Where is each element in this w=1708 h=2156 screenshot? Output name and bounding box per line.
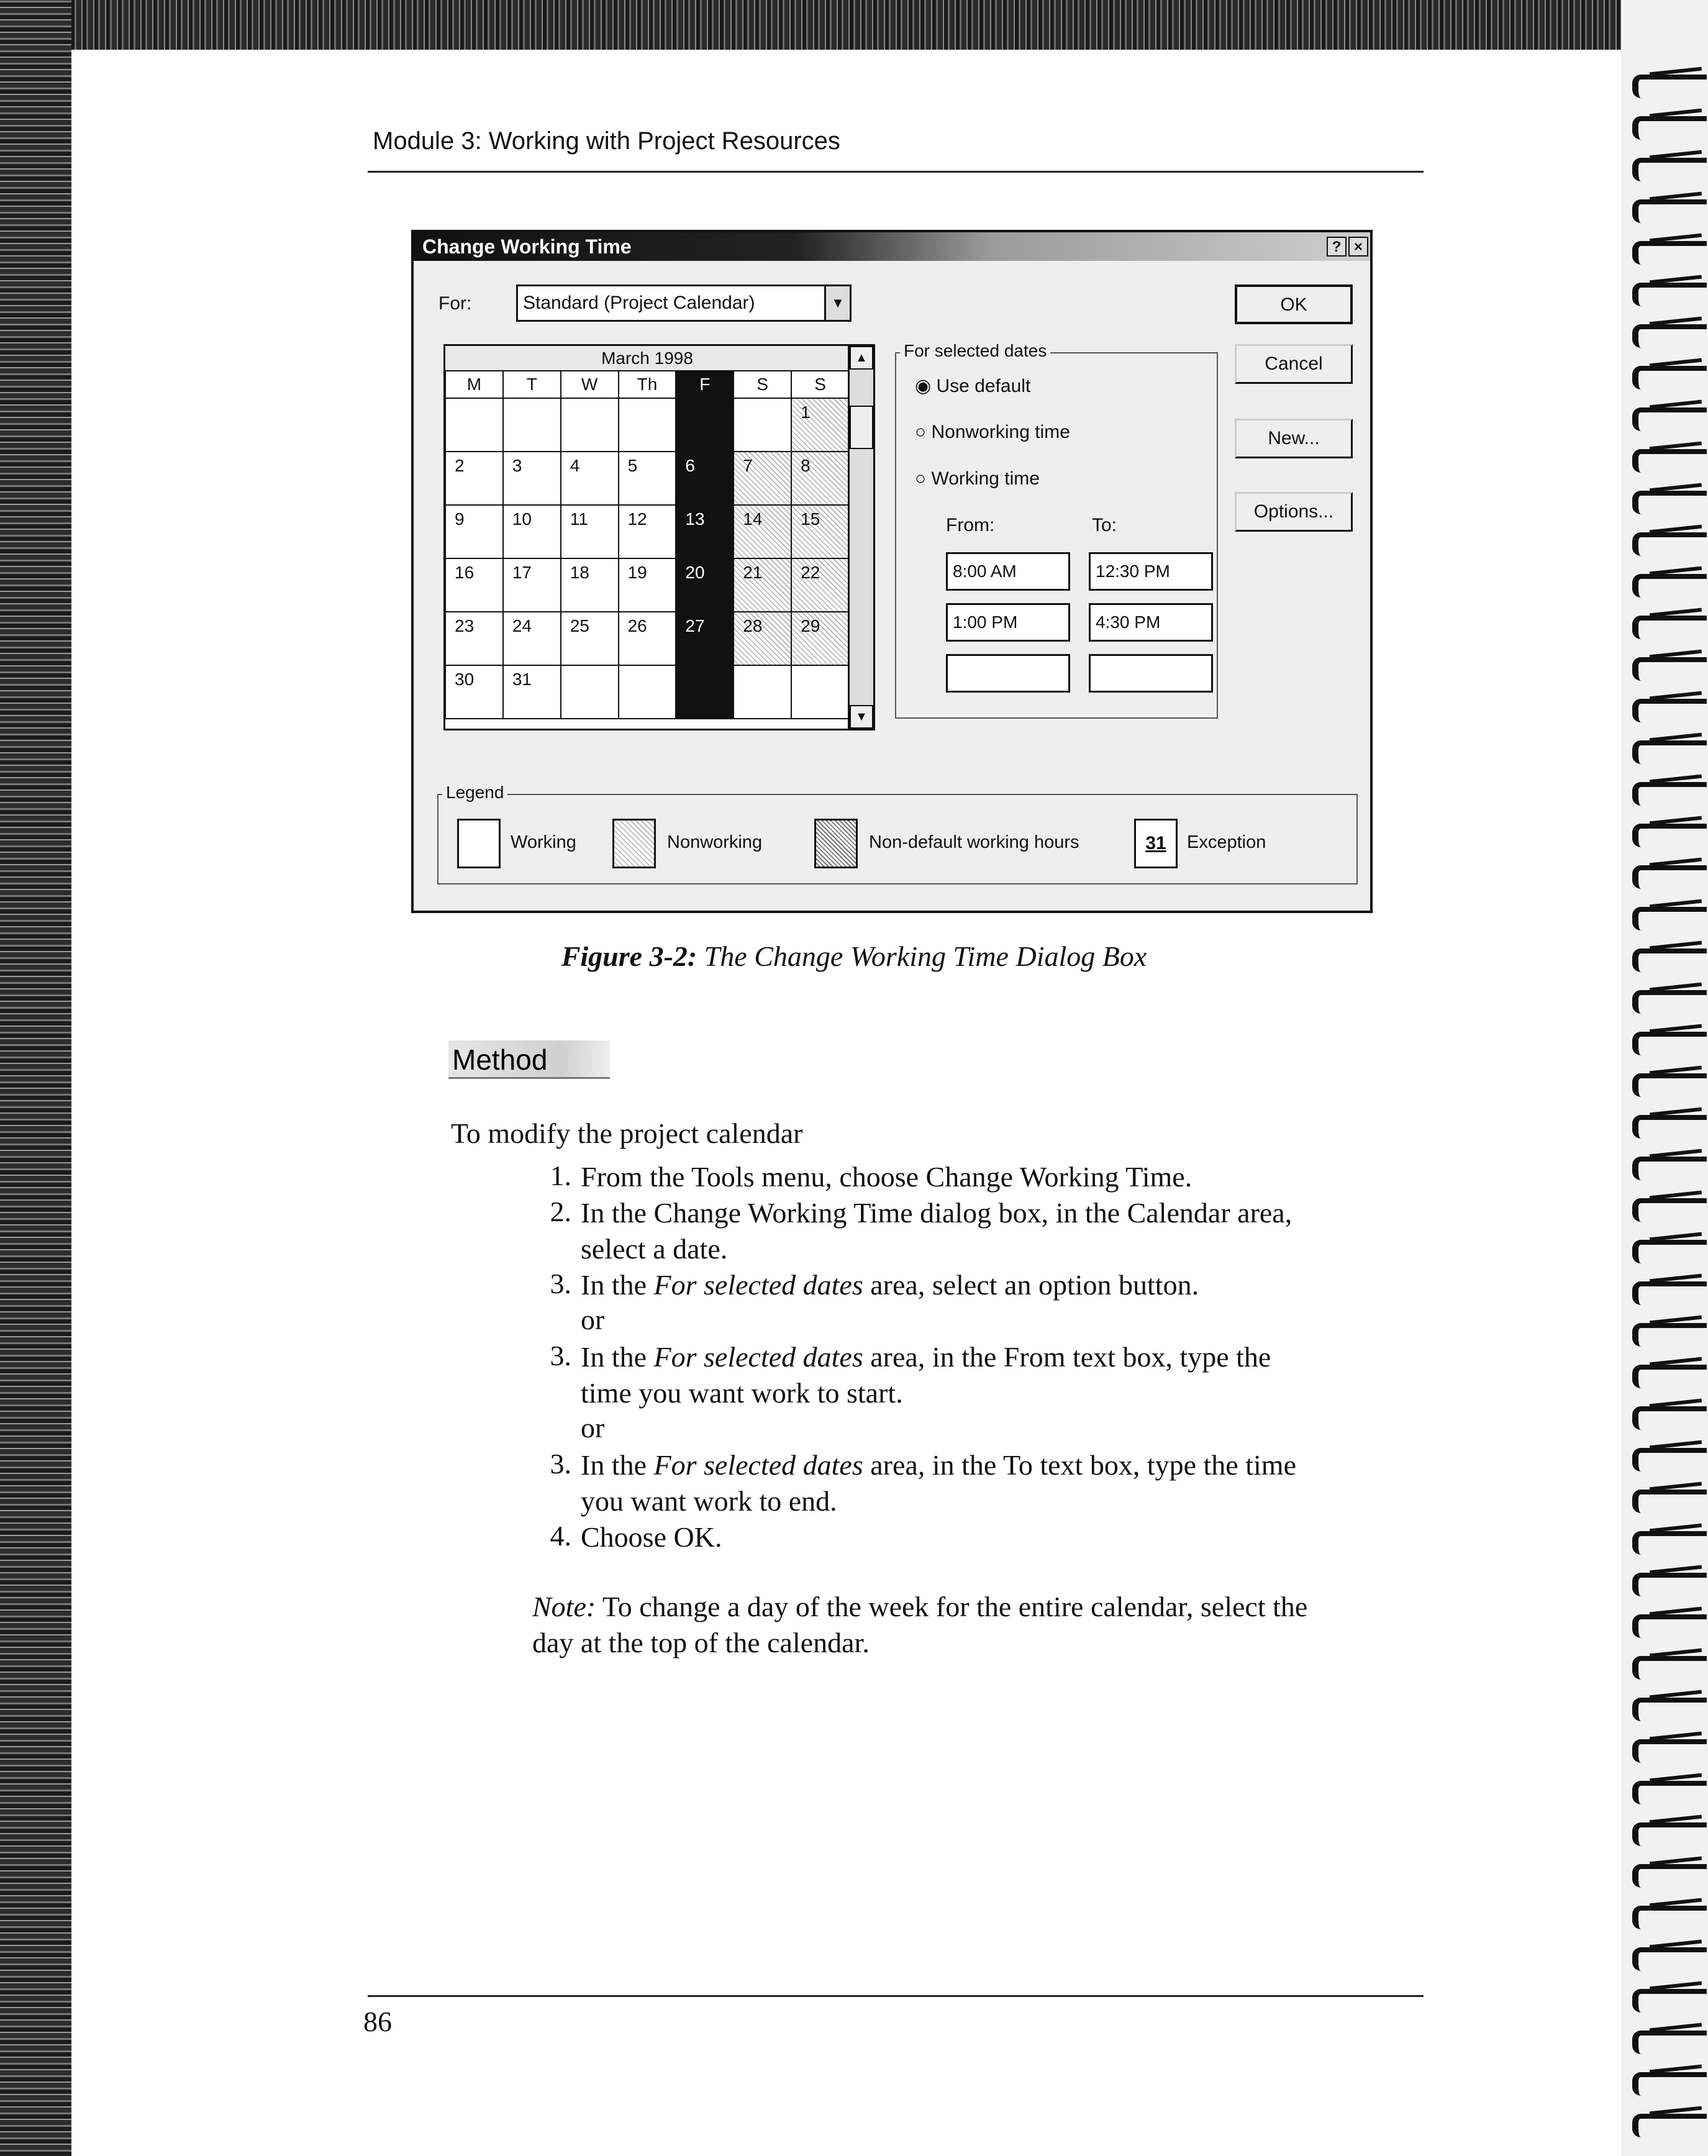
spiral-ring <box>1632 1614 1707 1638</box>
selected-dates-group <box>895 341 1218 719</box>
calendar-day[interactable]: 14 <box>733 504 792 559</box>
to-label: To: <box>1092 515 1117 535</box>
spiral-ring <box>1632 1864 1707 1888</box>
calendar-day[interactable] <box>791 665 850 719</box>
calendar-day[interactable]: 5 <box>618 451 677 506</box>
calendar-day[interactable]: 20 <box>675 558 734 612</box>
step-number: 2. <box>550 1196 571 1227</box>
calendar-day[interactable] <box>733 398 792 452</box>
step-text-em: For selected dates <box>653 1269 863 1301</box>
step-number: 3. <box>550 1268 571 1299</box>
spiral-ring <box>1632 657 1707 681</box>
calendar-select[interactable] <box>516 284 852 322</box>
spiral-ring <box>1632 1448 1707 1471</box>
use-default-label: Use default <box>936 376 1031 396</box>
step-number: 3. <box>550 1448 571 1480</box>
dialog-title: Change Working Time <box>422 235 632 258</box>
help-icon[interactable]: ? <box>1327 237 1347 257</box>
page-header: Module 3: Working with Project Resources <box>373 127 840 155</box>
spiral-ring <box>1632 699 1707 722</box>
spiral-ring <box>1632 366 1707 389</box>
legend-working-label: Working <box>511 832 576 852</box>
step-text-pre: In the <box>581 1341 654 1373</box>
step-text-post: area, in the From text box, type the time you want work to start. <box>581 1341 1271 1409</box>
spiral-ring <box>1632 1323 1707 1347</box>
legend-exception-swatch: 31 <box>1134 819 1178 868</box>
from-field-1[interactable]: 8:00 AM <box>946 552 1070 591</box>
legend-working-swatch <box>457 819 501 868</box>
options-button[interactable]: Options... <box>1235 492 1353 532</box>
legend-label: Legend <box>442 783 507 803</box>
step-text <box>581 1267 1363 1303</box>
close-icon[interactable]: × <box>1348 237 1368 257</box>
page-number: 86 <box>363 2006 392 2037</box>
scroll-thumb[interactable] <box>850 406 873 449</box>
calendar-day[interactable]: 6 <box>675 451 734 506</box>
step-text <box>581 1339 1295 1411</box>
calendar-day[interactable]: 27 <box>675 611 734 666</box>
spiral-ring <box>1632 1032 1707 1055</box>
spiral-ring <box>1632 574 1707 598</box>
spiral-ring <box>1632 616 1707 639</box>
calendar-day[interactable]: 16 <box>445 558 504 612</box>
calendar-day[interactable]: 17 <box>502 558 561 612</box>
spiral-ring <box>1632 158 1707 181</box>
spiral-ring <box>1632 2031 1707 2054</box>
for-label: For: <box>438 293 472 314</box>
new-button[interactable]: New... <box>1235 419 1353 458</box>
calendar-day[interactable]: 3 <box>502 451 561 506</box>
spiral-ring <box>1632 1822 1707 1846</box>
spiral-ring <box>1632 1739 1707 1763</box>
step-text-post: area, select an option button. <box>863 1269 1199 1301</box>
spiral-ring <box>1632 1656 1707 1680</box>
note-text <box>532 1589 1340 1661</box>
legend-nondefault-swatch <box>814 819 858 868</box>
legend-exception-label: Exception <box>1187 832 1266 852</box>
scan-edge-top <box>0 0 1708 50</box>
spiral-ring <box>1632 116 1707 140</box>
step-text-em: For selected dates <box>653 1341 863 1373</box>
legend-nonworking-label: Nonworking <box>667 832 763 852</box>
calendar-scrollbar[interactable] <box>848 346 873 729</box>
calendar-day-header[interactable]: T <box>502 370 561 399</box>
spiral-ring <box>1632 1198 1707 1222</box>
spiral-ring <box>1632 449 1707 473</box>
calendar-day[interactable] <box>502 398 561 452</box>
scan-edge-left <box>0 0 71 2156</box>
spiral-ring <box>1632 1157 1707 1180</box>
working-radio[interactable]: ○ Working time <box>915 468 1040 489</box>
spiral-ring <box>1632 1240 1707 1263</box>
spiral-ring <box>1632 2072 1707 2096</box>
calendar-day-header[interactable]: S <box>733 370 792 399</box>
chevron-down-icon[interactable]: ▼ <box>824 284 852 322</box>
to-field-1[interactable]: 12:30 PM <box>1089 552 1213 591</box>
scroll-up-icon[interactable]: ▲ <box>850 346 873 370</box>
footer-rule <box>368 1995 1424 1997</box>
calendar <box>443 344 875 730</box>
legend-group <box>437 783 1358 885</box>
spiral-ring <box>1632 1698 1707 1721</box>
calendar-day[interactable]: 29 <box>791 611 850 666</box>
spiral-ring <box>1632 1906 1707 1929</box>
figure-caption <box>0 940 1708 973</box>
calendar-day-header[interactable]: W <box>560 370 619 399</box>
spiral-ring <box>1632 740 1707 764</box>
spiral-ring <box>1632 532 1707 556</box>
method-heading: Method <box>448 1040 610 1079</box>
calendar-day[interactable]: 19 <box>618 558 677 612</box>
spiral-ring <box>1632 1406 1707 1430</box>
from-field-3[interactable] <box>946 654 1070 693</box>
legend-nondefault-label: Non-default working hours <box>869 832 1079 852</box>
change-working-time-dialog <box>411 230 1373 913</box>
nonworking-label: Nonworking time <box>931 422 1070 442</box>
calendar-day-header[interactable]: Th <box>618 370 677 399</box>
dialog-titlebar <box>414 232 1370 261</box>
spiral-ring <box>1632 1115 1707 1139</box>
spiral-ring <box>1632 75 1707 98</box>
calendar-day[interactable]: 13 <box>675 504 734 559</box>
step-text: From the Tools menu, choose Change Working Time. <box>581 1161 1192 1193</box>
calendar-day[interactable] <box>618 398 677 452</box>
calendar-month: March 1998 <box>445 346 849 371</box>
calendar-day[interactable] <box>618 665 677 719</box>
ok-button[interactable]: OK <box>1235 284 1353 324</box>
step-number: 3. <box>550 1340 571 1371</box>
calendar-day[interactable]: 10 <box>502 504 561 559</box>
calendar-day[interactable]: 15 <box>791 504 850 559</box>
spiral-ring <box>1632 241 1707 265</box>
calendar-day-header[interactable]: M <box>445 370 504 399</box>
spiral-ring <box>1632 990 1707 1014</box>
header-rule <box>368 171 1424 173</box>
legend-nonworking-swatch <box>612 819 656 868</box>
calendar-day[interactable] <box>560 665 619 719</box>
spiral-ring <box>1632 199 1707 223</box>
calendar-day[interactable]: 4 <box>560 451 619 506</box>
calendar-day[interactable]: 8 <box>791 451 850 506</box>
step-text <box>581 1447 1314 1519</box>
step-text: In the Change Working Time dialog box, in the Calendar area, select a date. <box>581 1197 1292 1265</box>
calendar-day[interactable] <box>733 665 792 719</box>
spiral-binding <box>1621 50 1708 2156</box>
spiral-ring <box>1632 1573 1707 1596</box>
calendar-day[interactable]: 7 <box>733 451 792 506</box>
spiral-ring <box>1632 1781 1707 1804</box>
calendar-grid <box>445 371 849 719</box>
calendar-day-header[interactable]: S <box>791 370 850 399</box>
calendar-day[interactable] <box>560 398 619 452</box>
spiral-ring <box>1632 1365 1707 1388</box>
step-number: 4. <box>550 1520 571 1552</box>
intro-text: To modify the project calendar <box>451 1117 803 1149</box>
spiral-ring <box>1632 491 1707 514</box>
spiral-ring <box>1632 1490 1707 1513</box>
to-field-3[interactable] <box>1089 654 1213 693</box>
calendar-day[interactable]: 1 <box>791 398 850 452</box>
spiral-ring <box>1632 782 1707 806</box>
step-text-em: For selected dates <box>653 1449 863 1481</box>
or-text: or <box>581 1412 605 1444</box>
nonworking-radio[interactable]: ○ Nonworking time <box>915 422 1070 442</box>
note-body: To change a day of the week for the entire calendar, select the day at the top of the calendar. <box>532 1591 1308 1658</box>
from-field-2[interactable]: 1:00 PM <box>946 603 1070 642</box>
cancel-button[interactable]: Cancel <box>1235 344 1353 384</box>
spiral-ring <box>1632 283 1707 306</box>
calendar-day[interactable]: 25 <box>560 611 619 666</box>
spiral-ring <box>1632 824 1707 847</box>
spiral-ring <box>1632 407 1707 431</box>
calendar-day[interactable] <box>675 398 734 452</box>
calendar-day-header[interactable]: F <box>675 370 734 399</box>
calendar-day[interactable]: 28 <box>733 611 792 666</box>
or-text: or <box>581 1304 605 1335</box>
selected-dates-label: For selected dates <box>900 341 1050 361</box>
step-text-pre: In the <box>581 1269 654 1301</box>
calendar-day[interactable]: 11 <box>560 504 619 559</box>
calendar-day[interactable]: 23 <box>445 611 504 666</box>
calendar-day[interactable]: 24 <box>502 611 561 666</box>
use-default-radio[interactable]: ◉ Use default <box>915 376 1031 396</box>
calendar-day[interactable]: 12 <box>618 504 677 559</box>
note-label: Note: <box>532 1591 596 1622</box>
spiral-ring <box>1632 324 1707 348</box>
calendar-day[interactable]: 21 <box>733 558 792 612</box>
spiral-ring <box>1632 2114 1707 2137</box>
calendar-day[interactable] <box>445 398 504 452</box>
figure-title: The Change Working Time Dialog Box <box>697 940 1147 972</box>
calendar-day[interactable] <box>675 665 734 719</box>
calendar-day[interactable]: 22 <box>791 558 850 612</box>
spiral-ring <box>1632 1073 1707 1097</box>
spiral-ring <box>1632 1531 1707 1555</box>
calendar-select-value: Standard (Project Calendar) <box>523 293 755 313</box>
calendar-day[interactable]: 26 <box>618 611 677 666</box>
step-text-post: area, in the To text box, type the time you want work to end. <box>581 1449 1296 1517</box>
calendar-day[interactable]: 31 <box>502 665 561 719</box>
calendar-day[interactable]: 30 <box>445 665 504 719</box>
step-text-pre: In the <box>581 1449 654 1481</box>
spiral-ring <box>1632 865 1707 889</box>
spiral-ring <box>1632 1947 1707 1971</box>
to-field-2[interactable]: 4:30 PM <box>1089 603 1213 642</box>
from-label: From: <box>946 515 995 535</box>
calendar-day[interactable]: 2 <box>445 451 504 506</box>
figure-number: Figure 3-2: <box>561 940 697 972</box>
step-number: 1. <box>550 1160 571 1191</box>
step-text: Choose OK. <box>581 1521 722 1553</box>
spiral-ring <box>1632 907 1707 930</box>
spiral-ring <box>1632 1281 1707 1305</box>
calendar-day[interactable]: 18 <box>560 558 619 612</box>
calendar-day[interactable]: 9 <box>445 504 504 559</box>
scroll-down-icon[interactable]: ▼ <box>850 705 873 729</box>
spiral-ring <box>1632 1989 1707 2013</box>
working-label: Working time <box>931 468 1040 489</box>
